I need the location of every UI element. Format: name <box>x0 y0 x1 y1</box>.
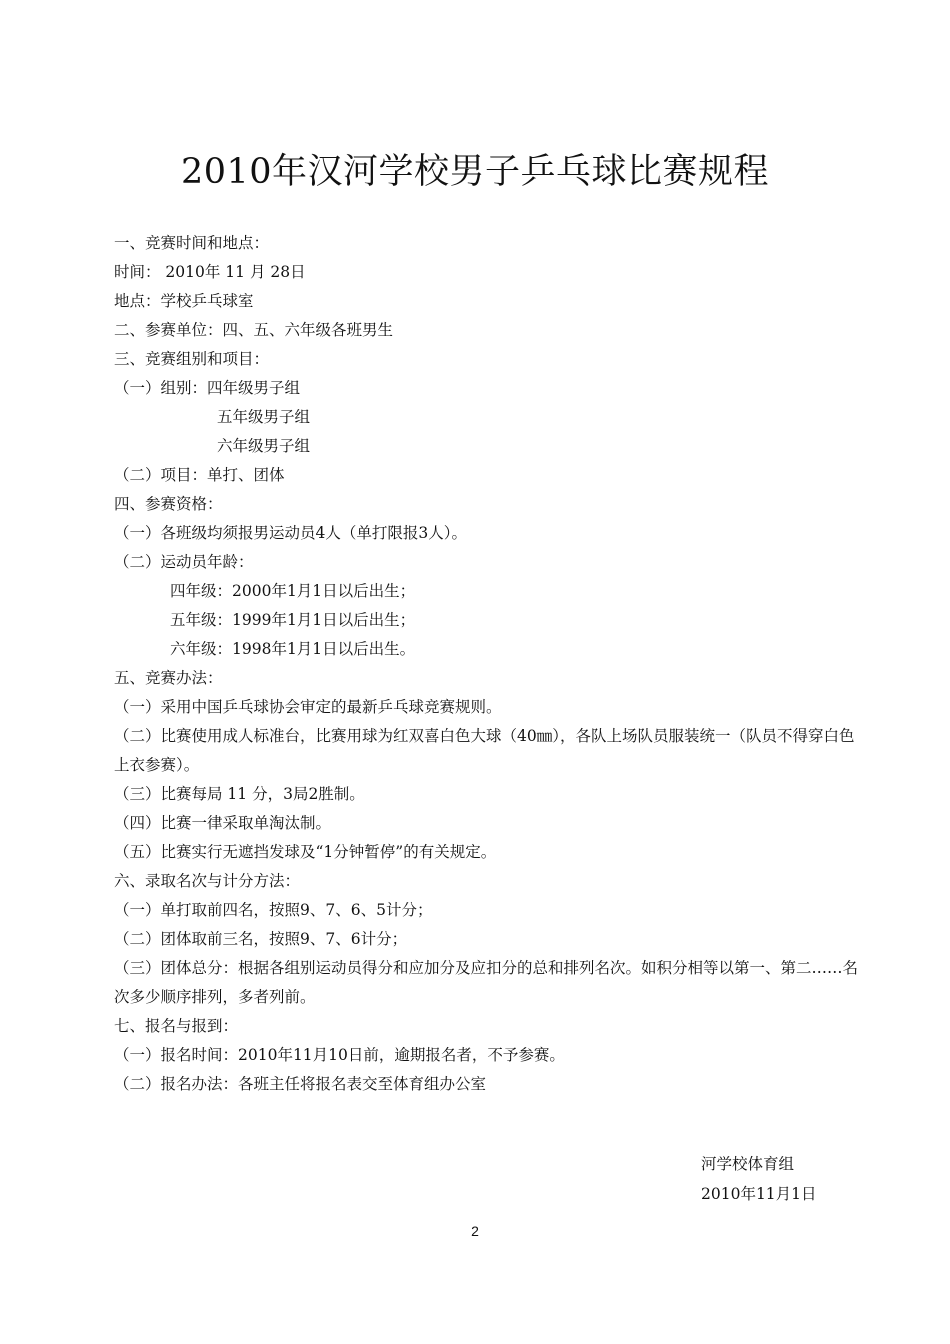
signature-date: 2010年11月1日 <box>701 1185 817 1203</box>
paragraph-team-total: （三）团体总分：根据各组别运动员得分和应加分及应扣分的总和排列名次。如积分相等以第一、第二……名次多少顺序排列，多者列前。 <box>114 959 859 1006</box>
paragraph-age-grade6: 六年级：1998年1月1日以后出生。 <box>170 640 416 658</box>
signature-organization: 河学校体育组 <box>701 1155 795 1173</box>
paragraph-age-grade4: 四年级：2000年1月1日以后出生； <box>170 582 416 600</box>
paragraph-age-grade5: 五年级：1999年1月1日以后出生； <box>170 611 416 629</box>
paragraph-equipment: （二）比赛使用成人标准台，比赛用球为红双喜白色大球（40㎜），各队上场队员服装统一（队员不得穿白色上衣参赛）。 <box>114 727 855 774</box>
paragraph-time: 时间： 2010年 11 月 28日 <box>114 263 306 281</box>
section-heading-participants: 二、参赛单位：四、五、六年级各班男生 <box>114 321 394 339</box>
page-number: 2 <box>471 1223 479 1239</box>
paragraph-roster: （一）各班级均须报男运动员4人（单打限报3人）。 <box>114 524 467 542</box>
section-heading-time-place: 一、竞赛时间和地点： <box>114 234 270 252</box>
signature-block <box>701 1149 817 1209</box>
section-heading-eligibility: 四、参赛资格： <box>114 495 223 513</box>
section-heading-registration: 七、报名与报到： <box>114 1017 239 1035</box>
paragraph-singles-points: （一）单打取前四名，按照9、7、6、5计分； <box>114 901 433 919</box>
document-title: 2010年汉河学校男子乒乓球比赛规程 <box>180 152 770 192</box>
paragraph-events: （二）项目：单打、团体 <box>114 466 285 484</box>
paragraph-age: （二）运动员年龄： <box>114 553 254 571</box>
paragraph-place: 地点：学校乒乓球室 <box>114 292 254 310</box>
paragraph-scoring-format: （三）比赛每局 11 分，3局2胜制。 <box>114 785 365 803</box>
document-body <box>114 229 858 1099</box>
paragraph-group-grade5: 五年级男子组 <box>217 408 311 426</box>
paragraph-elimination: （四）比赛一律采取单淘汰制。 <box>114 814 332 832</box>
paragraph-registration-method: （二）报名办法：各班主任将报名表交至体育组办公室 <box>114 1075 487 1093</box>
paragraph-team-points: （二）团体取前三名，按照9、7、6计分； <box>114 930 408 948</box>
section-heading-ranking-points: 六、录取名次与计分方法： <box>114 872 301 890</box>
paragraph-serve-rules: （五）比赛实行无遮挡发球及“1分钟暂停”的有关规定。 <box>114 843 497 861</box>
paragraph-rules: （一）采用中国乒乓球协会审定的最新乒乓球竞赛规则。 <box>114 698 502 716</box>
section-heading-groups-events: 三、竞赛组别和项目： <box>114 350 270 368</box>
paragraph-group-grade6: 六年级男子组 <box>217 437 311 455</box>
section-heading-competition-method: 五、竞赛办法： <box>114 669 223 687</box>
paragraph-registration-time: （一）报名时间：2010年11月10日前，逾期报名者，不予参赛。 <box>114 1046 565 1064</box>
paragraph-groups: （一）组别：四年级男子组 <box>114 379 301 397</box>
